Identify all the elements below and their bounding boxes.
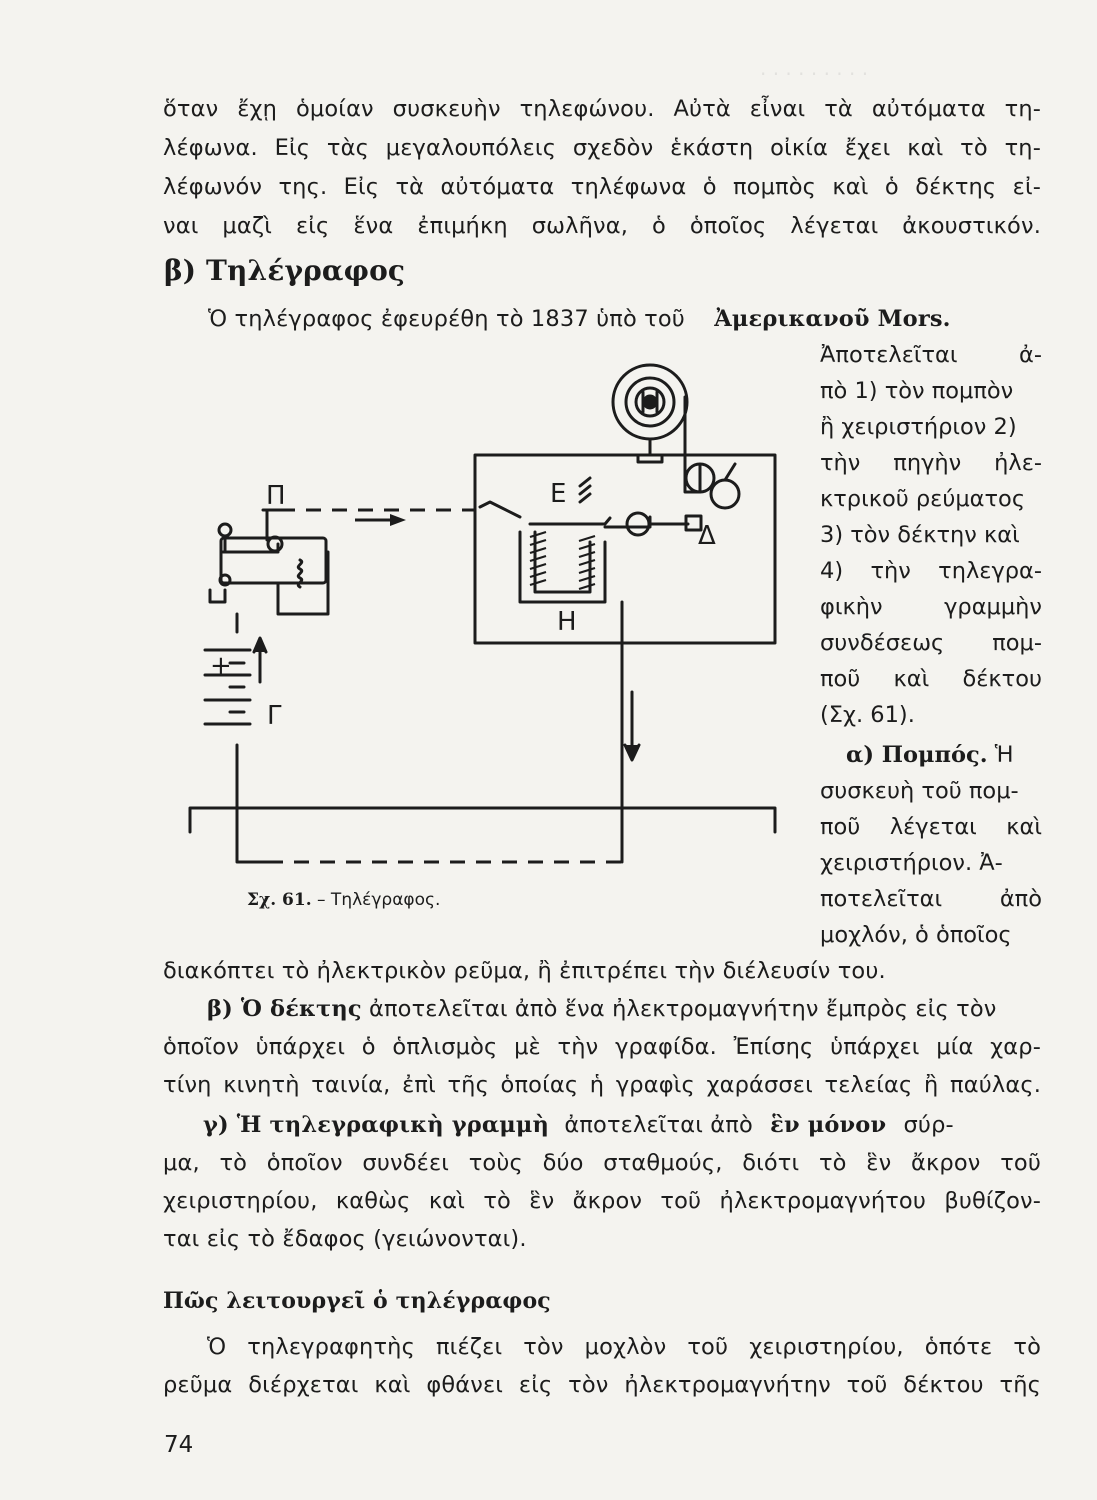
how-line-2: ρεῦμα διέρχεται καὶ φθάνει εἰς τὸν ἠλεκτρομαγνήτην τοῦ δέκτου τῆς bbox=[163, 1372, 1041, 1398]
side-line-3: ἢ χειριστήριον 2) bbox=[820, 414, 1017, 440]
pompos-line-1: συσκευὴ τοῦ πομ- bbox=[820, 778, 1019, 804]
grammi-first-end: σύρ- bbox=[903, 1112, 954, 1138]
bleed-through-text: · · · · · · · · · bbox=[760, 62, 869, 86]
dektis-first-line bbox=[207, 994, 1041, 1024]
side-line-2: πὸ 1) τὸν πομπὸν bbox=[820, 378, 1014, 404]
dektis-line-3: τίνη κινητὴ ταινία, ἐπὶ τῆς ὁποίας ἡ γραφὶς χαράσσει τελείας ἢ παύλας. bbox=[163, 1072, 1041, 1098]
label-G: Γ bbox=[267, 701, 282, 731]
dektis-line-1: ἀποτελεῖται ἀπὸ ἕνα ἠλεκτρομαγνήτην ἔμπρὸς εἰς τὸν bbox=[369, 996, 997, 1022]
grammi-line-4: ται εἰς τὸ ἔδαφος (γειώνονται). bbox=[163, 1226, 527, 1252]
dektis-line-2: ὁποῖον ὑπάρχει ὁ ὁπλισμὸς μὲ τὴν γραφίδα. Ἐπίσης ὑπάρχει μία χαρ- bbox=[163, 1034, 1041, 1060]
grammi-line-2: μα, τὸ ὁποῖον συνδέει τοὺς δύο σταθμούς, διότι τὸ ἓν ἄκρον τοῦ bbox=[163, 1150, 1041, 1176]
pompos-lead: Ἡ bbox=[994, 742, 1014, 768]
figure-caption bbox=[247, 890, 440, 910]
label-D: Δ bbox=[698, 521, 716, 551]
side-line-6: 3) τὸν δέκτην καὶ bbox=[820, 522, 1020, 548]
invention-line bbox=[208, 304, 1041, 334]
how-heading: Πῶς λειτουργεῖ ὁ τηλέγραφος bbox=[163, 1288, 551, 1314]
pompos-heading-line bbox=[846, 740, 1042, 770]
grammi-line-3: χειριστηρίου, καθὼς καὶ τὸ ἓν ἄκρον τοῦ ἠλεκτρομαγνήτου βυθίζον- bbox=[163, 1188, 1041, 1214]
section-heading-telegraph: β) Τηλέγραφος bbox=[164, 254, 406, 287]
label-H: Η bbox=[557, 607, 577, 637]
grammi-bold: ἓν μόνον bbox=[770, 1112, 887, 1138]
inventor-name: Ἀμερικανοῦ Mors. bbox=[714, 306, 951, 332]
side-line-9: συνδέσεως πομ- bbox=[820, 630, 1042, 656]
intro-line-4: ναι μαζὶ εἰς ἕνα ἐπιμήκη σωλῆνα, ὁ ὁποῖος λέγεται ἀκουστικόν. bbox=[163, 213, 1041, 239]
label-plus: + bbox=[210, 651, 232, 681]
side-line-5: κτρικοῦ ρεύματος bbox=[820, 486, 1026, 512]
figure-caption-text: – Τηλέγραφος. bbox=[317, 890, 441, 910]
label-P: Π bbox=[266, 481, 286, 511]
grammi-heading: γ) Ἡ τηλεγραφικὴ γραμμὴ bbox=[203, 1112, 550, 1138]
pompos-line-3: χειριστήριον. Ἀ- bbox=[820, 850, 1003, 876]
label-E: Ε bbox=[550, 479, 567, 509]
pompos-heading: α) Πομπός. bbox=[846, 742, 988, 768]
intro-line-2: λέφωνα. Εἰς τὰς μεγαλουπόλεις σχεδὸν ἑκάστη οἰκία ἔχει καὶ τὸ τη- bbox=[163, 135, 1041, 161]
side-line-7: 4) τὴν τηλεγρα- bbox=[820, 558, 1042, 584]
side-line-4: τὴν πηγὴν ἠλε- bbox=[820, 450, 1042, 476]
how-line-1: Ὁ τηλεγραφητὴς πιέζει τὸν μοχλὸν τοῦ χειριστηρίου, ὁπότε τὸ bbox=[207, 1334, 1041, 1360]
pompos-line-5: μοχλόν, ὁ ὁποῖος bbox=[820, 922, 1012, 948]
page-number: 74 bbox=[164, 1432, 194, 1458]
telegraph-diagram bbox=[180, 352, 800, 882]
side-line-11: (Σχ. 61). bbox=[820, 702, 915, 728]
pompos-line-4: ποτελεῖται ἀπὸ bbox=[820, 886, 1042, 912]
side-line-10: ποῦ καὶ δέκτου bbox=[820, 666, 1042, 692]
grammi-first-line bbox=[203, 1110, 1041, 1140]
pompos-end-line: διακόπτει τὸ ἠλεκτρικὸν ρεῦμα, ἢ ἐπιτρέπει τὴν διέλευσίν του. bbox=[163, 958, 886, 984]
intro-line-1: ὅταν ἔχῃ ὁμοίαν συσκευὴν τηλεφώνου. Αὐτὰ εἶναι τὰ αὐτόματα τη- bbox=[163, 96, 1041, 122]
figure-caption-number: Σχ. 61. bbox=[247, 890, 312, 910]
invention-text: Ὁ τηλέγραφος ἐφευρέθη τὸ 1837 ὑπὸ τοῦ bbox=[208, 306, 685, 332]
grammi-first-text: ἀποτελεῖται ἀπὸ bbox=[564, 1112, 753, 1138]
side-line-1: Ἀποτελεῖται ἀ- bbox=[820, 342, 1042, 368]
pompos-line-2: ποῦ λέγεται καὶ bbox=[820, 814, 1042, 840]
intro-line-3: λέφωνόν της. Εἰς τὰ αὐτόματα τηλέφωνα ὁ πομπὸς καὶ ὁ δέκτης εἰ- bbox=[163, 174, 1041, 200]
dektis-heading: β) Ὁ δέκτης bbox=[207, 996, 362, 1022]
sender-key-box bbox=[221, 538, 326, 583]
side-line-8: φικὴν γραμμὴν bbox=[820, 594, 1042, 620]
